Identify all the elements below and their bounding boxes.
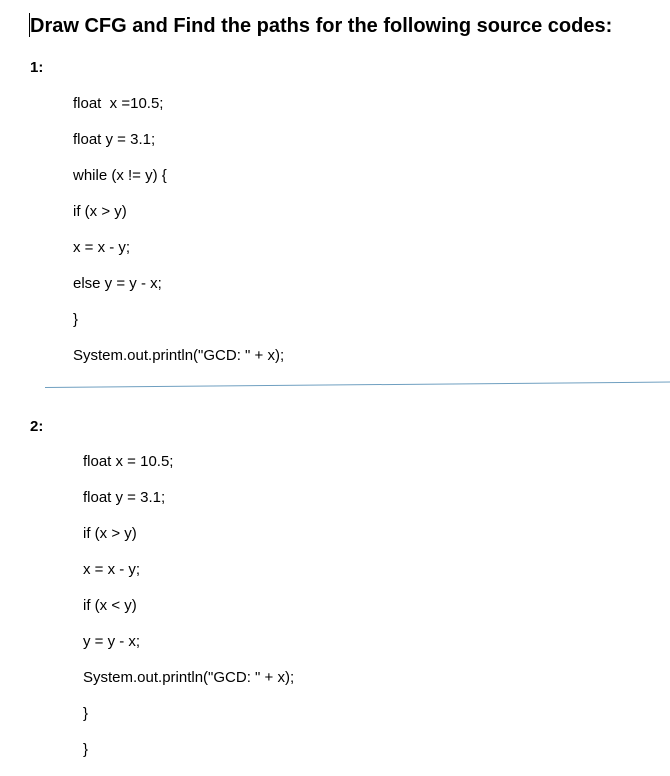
code-line: float x =10.5; [73, 95, 164, 112]
code-line: while (x != y) { [73, 167, 167, 184]
section-2-number: 2: [30, 418, 44, 435]
section-divider [45, 382, 670, 388]
code-line: if (x < y) [83, 597, 137, 614]
code-line: } [83, 705, 89, 722]
code-line: x = x - y; [83, 561, 141, 578]
code-line: else y = y - x; [73, 275, 162, 292]
code-line: float x = 10.5; [83, 453, 174, 470]
code-block-2 [83, 452, 294, 776]
code-line: if (x > y) [73, 203, 127, 220]
code-line: y = y - x; [83, 633, 141, 650]
code-line: } [83, 741, 89, 758]
code-line: } [73, 311, 79, 328]
code-line: if (x > y) [83, 525, 137, 542]
code-line: float y = 3.1; [73, 131, 156, 148]
page-title: Draw CFG and Find the paths for the following source codes: [30, 15, 613, 37]
code-block-1 [73, 94, 284, 382]
code-line: x = x - y; [73, 239, 131, 256]
code-line: System.out.println("GCD: " + x); [73, 347, 285, 364]
code-line: System.out.println("GCD: " + x); [83, 669, 295, 686]
code-line: float y = 3.1; [83, 489, 166, 506]
section-1-number: 1: [30, 59, 44, 76]
